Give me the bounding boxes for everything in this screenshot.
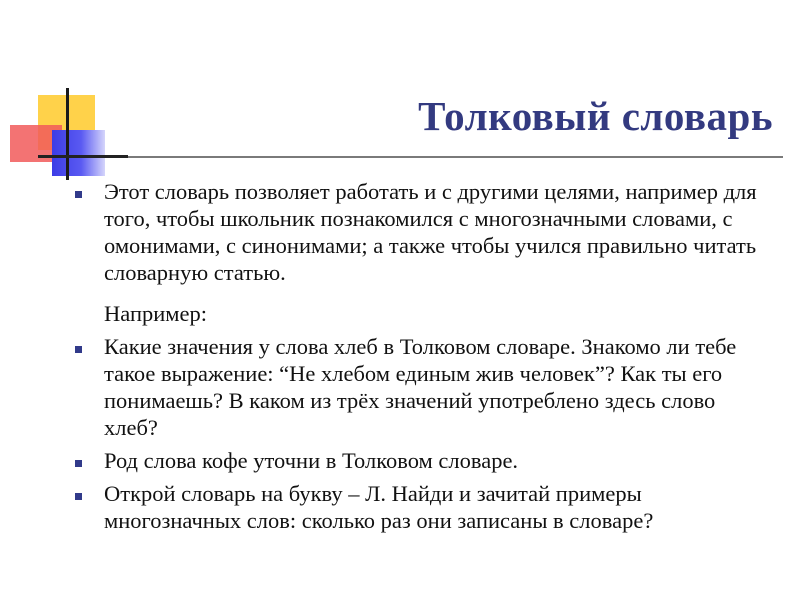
list-item-text: Этот словарь позволяет работать и с другими целями, например для того, чтобы школьник познакомился с многозначными словами, с омонимами, с синонимами; а также чтобы учился правильно читать словарную статью. (104, 179, 757, 285)
list-item-text: Какие значения у слова хлеб в Толковом словаре. Знакомо ли тебе такое выражение: “Не хлебом единым жив человек”? Как ты его понимаешь? В каком из трёх значений употреблено здесь слово хлеб? (104, 334, 737, 440)
bullet-square-icon (75, 460, 82, 467)
list-item-text: Род слова кофе уточни в Толковом словаре. (104, 448, 519, 473)
decor-vertical-line (66, 88, 69, 180)
bullet-square-icon (75, 346, 82, 353)
list-item-text: Например: (104, 301, 207, 326)
list-item (70, 333, 770, 441)
list-item (70, 447, 770, 474)
slide-content (70, 178, 770, 540)
list-item (70, 178, 770, 286)
bullet-square-icon (75, 191, 82, 198)
decor-blue-square (52, 130, 105, 176)
title-underline (38, 156, 783, 158)
slide-title: Толковый словарь (418, 93, 773, 139)
title-underline-accent (38, 155, 128, 158)
list-item-text: Открой словарь на букву – Л. Найди и зачитай примеры многозначных слов: сколько раз они записаны в словаре? (104, 481, 654, 533)
bullet-square-icon (75, 493, 82, 500)
list-item-continuation (70, 300, 770, 327)
list-item (70, 480, 770, 534)
